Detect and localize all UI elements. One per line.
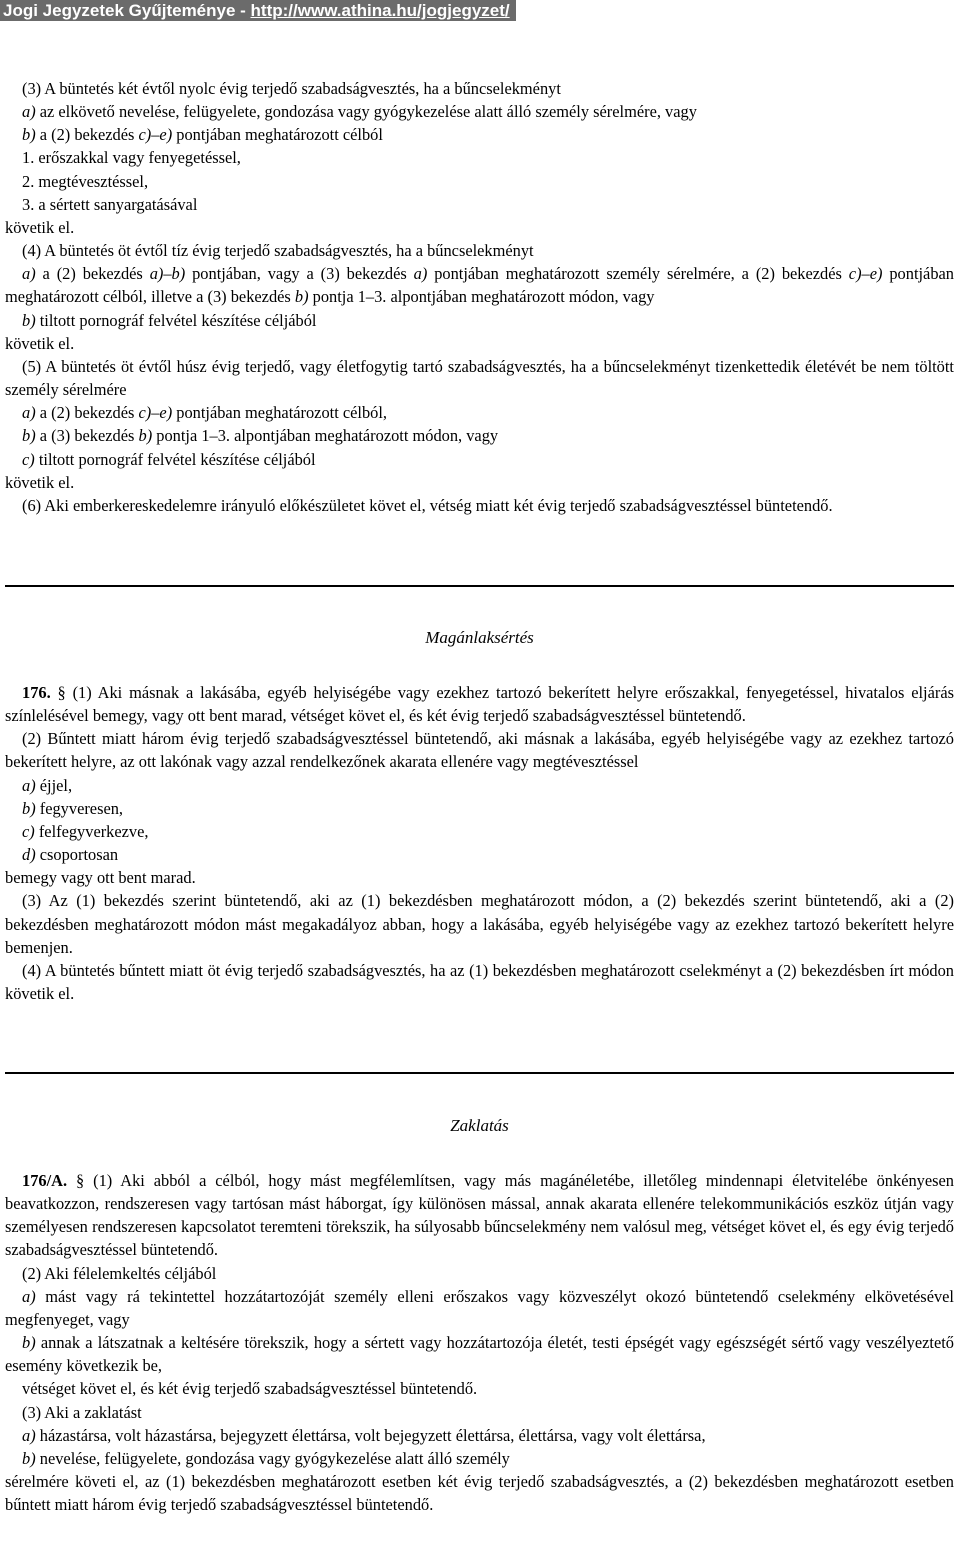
- paragraph-176a-2-close: vétséget követ el, és két évig terjedő szabadságvesztéssel büntetendő.: [22, 1379, 478, 1399]
- paragraph-3-b: [5, 123, 954, 146]
- paragraph-4-intro: (4) A büntetés öt évtől tíz évig terjedő szabadságvesztés, ha a bűncselekményt: [22, 241, 534, 261]
- item-text: fegyveresen,: [35, 798, 124, 818]
- paragraph-176a-3-a: [5, 1424, 954, 1447]
- paragraph-176a-2-intro: (2) Aki félelemkeltés céljából: [22, 1263, 217, 1283]
- paragraph-176a-3-close: sérelmére követi el, az (1) bekezdésben meghatározott esetben két évig terjedő szabadságvesztés, a (2) bekezdésben meghatározott esetben bűntett miatt három évig terjedő szabadságvesztéssel büntetendő.: [5, 1472, 954, 1515]
- item-text: a (2) bekezdés: [35, 264, 150, 284]
- item-mark: a): [22, 403, 36, 423]
- paragraph-4-b: [5, 309, 954, 332]
- paragraph-4-a: [5, 262, 954, 308]
- item-text: mást vagy rá tekintettel hozzátartozóját személy elleni erőszakos vagy közveszélyt okozó büntetendő cselekmény elkövetésével megfenyeget, vagy: [5, 1286, 954, 1329]
- section-maganlaksertes: [5, 681, 954, 1005]
- paragraph-4-close: követik el.: [5, 333, 75, 353]
- item-text: pontjában meghatározott célból,: [172, 403, 387, 423]
- item-mark: a): [22, 264, 36, 284]
- item-mark: a): [22, 775, 36, 795]
- paragraph-176-2-d: [5, 843, 954, 866]
- item-mark: d): [22, 845, 36, 865]
- site-url-link[interactable]: http://www.athina.hu/jogjegyzet/: [250, 1, 510, 20]
- item-mark: a): [22, 102, 36, 122]
- paragraph-6: (6) Aki emberkereskedelemre irányuló előkészületet követ el, vétség miatt két évig terjedő szabadságvesztéssel büntetendő.: [22, 495, 833, 515]
- paragraph-176-3: (3) Az (1) bekezdés szerint büntetendő, aki az (1) bekezdésben meghatározott módon, a (2) bekezdés szerint büntetendő, aki a (2) bekezdésben meghatározott módon mást megakadályoz abban, hogy a lakásába, egyéb helyiségébe vagy az ezekhez tartozó bekerített helyre bemenjen.: [5, 891, 954, 957]
- paragraph-176-1: [5, 681, 954, 727]
- item-text: az elkövető nevelése, felügyelete, gondozása vagy gyógykezelése alatt álló személy sérelmére, vagy: [35, 102, 697, 122]
- item-text: pontjában meghatározott célból: [172, 125, 383, 145]
- paragraph-3-b-1: 1. erőszakkal vagy fenyegetéssel,: [22, 148, 241, 168]
- item-ref: c)–e): [848, 264, 883, 284]
- paragraph-5-intro: (5) A büntetés öt évtől húsz évig terjedő, vagy életfogytig tartó szabadságvesztés, ha a bűncselekményt tizenkettedik életévét be nem töltött személy sérelmére: [5, 356, 954, 400]
- paragraph-5-close: követik el.: [5, 472, 75, 492]
- item-mark: b): [22, 1448, 36, 1468]
- item-ref: a): [413, 264, 428, 284]
- section-number: 176/A.: [22, 1171, 68, 1190]
- item-mark: c): [22, 449, 35, 469]
- item-text: tiltott pornográf felvétel készítése céljából: [35, 310, 317, 330]
- section-divider: [5, 585, 954, 587]
- item-text: pontjában, vagy a (3) bekezdés: [185, 264, 414, 284]
- item-text: csoportosan: [35, 845, 119, 865]
- paragraph-3-b-2: 2. megtévesztéssel,: [22, 171, 149, 191]
- paragraph-3-close: követik el.: [5, 217, 75, 237]
- paragraph-5-a: [5, 401, 954, 424]
- site-title: Jogi Jegyzetek Gyűjteménye -: [3, 1, 251, 20]
- paragraph-176a-1: [5, 1169, 954, 1262]
- paragraph-176-2-c: [5, 820, 954, 843]
- paragraph-176-2-a: [5, 774, 954, 797]
- item-mark: a): [22, 1286, 36, 1306]
- paragraph-176-2-close: bemegy vagy ott bent marad.: [5, 868, 196, 888]
- item-mark: b): [22, 310, 36, 330]
- item-text: pontja 1–3. alpontjában meghatározott módon, vagy: [308, 287, 655, 307]
- section-title-zaklatas: Zaklatás: [450, 1116, 509, 1135]
- section-zaklatas: [5, 1169, 954, 1516]
- item-text: nevelése, felügyelete, gondozása vagy gyógykezelése alatt álló személy: [35, 1448, 510, 1468]
- item-text: tiltott pornográf felvétel készítése céljából: [34, 449, 316, 469]
- section-divider: [5, 1072, 954, 1074]
- item-text: éjjel,: [35, 775, 73, 795]
- paragraph-176a-2-b: [5, 1331, 954, 1377]
- paragraph-176-2: (2) Bűntett miatt három évig terjedő szabadságvesztéssel büntetendő, aki másnak a lakásába, egyéb helyiségébe vagy az ezekhez tartozó bekerített helyre, az ott lakónak vagy azzal rendelkezőnek akarata ellenére vagy megtévesztéssel: [5, 729, 954, 772]
- item-text: a (3) bekezdés: [35, 426, 139, 446]
- item-text: felfegyverkezve,: [34, 821, 149, 841]
- section-continuation: [5, 77, 954, 517]
- item-mark: a): [22, 1425, 36, 1445]
- paragraph-176a-3-b: [5, 1447, 954, 1470]
- paragraph-176-4: (4) A büntetés bűntett miatt öt évig terjedő szabadságvesztés, ha az (1) bekezdésben meghatározott cselekményt a (2) bekezdésben írt módon követik el.: [5, 960, 954, 1004]
- item-mark: b): [22, 1333, 36, 1353]
- item-ref: c)–e): [138, 403, 173, 423]
- paragraph-176a-2-a: [5, 1285, 954, 1331]
- item-mark: c): [22, 821, 35, 841]
- item-mark: b): [22, 125, 36, 145]
- item-ref: a)–b): [149, 264, 186, 284]
- item-ref: b): [138, 426, 153, 446]
- section-title-maganlaksertes: Magánlaksértés: [425, 628, 534, 647]
- item-mark: b): [22, 426, 36, 446]
- item-text: pontja 1–3. alpontjában meghatározott módon, vagy: [152, 426, 499, 446]
- item-text: a (2) bekezdés: [35, 125, 139, 145]
- item-mark: b): [22, 798, 36, 818]
- paragraph-text: § (1) Aki másnak a lakásába, egyéb helyiségébe vagy ezekhez tartozó bekerített helyre erőszakkal, fenyegetéssel, hivatalos eljárás színlelésével bemegy, vagy ott bent marad, vétséget követ el, és két évig terjedő szabadságvesztéssel büntetendő.: [5, 683, 954, 726]
- site-header-banner: [0, 0, 516, 21]
- item-text: pontjában meghatározott személy sérelmére, a (2) bekezdés: [427, 264, 849, 284]
- paragraph-3-intro: (3) A büntetés két évtől nyolc évig terjedő szabadságvesztés, ha a bűncselekményt: [22, 79, 561, 98]
- item-text: a (2) bekezdés: [35, 403, 139, 423]
- paragraph-3-b-3: 3. a sértett sanyargatásával: [22, 194, 198, 214]
- paragraph-text: § (1) Aki abból a célból, hogy mást megfélemlítsen, vagy más magánéletébe, illetőleg mindennapi életvitelébe önkényesen beavatkozzon, rendszeresen vagy tartósan mást háborgat, így különösen mással, annak akarata ellenére telekommunikációs eszköz útján vagy személyesen rendszeresen kapcsolatot teremteni törekszik, ha súlyosabb bűncselekmény nem valósul meg, vétséget követ el, és egy évig terjedő szabadságvesztéssel büntetendő.: [5, 1171, 954, 1260]
- paragraph-176a-3-intro: (3) Aki a zaklatást: [22, 1402, 142, 1422]
- item-text: annak a látszatnak a keltésére törekszik, hogy a sértett vagy hozzátartozója életét, testi épségét vagy egészségét sértő vagy veszélyeztető esemény következik be,: [5, 1333, 954, 1376]
- paragraph-5-b: [5, 424, 954, 447]
- item-ref: c)–e): [138, 125, 173, 145]
- paragraph-3-a: [5, 100, 954, 123]
- paragraph-176-2-b: [5, 797, 954, 820]
- paragraph-5-c: [5, 448, 954, 471]
- item-ref: b): [294, 287, 309, 307]
- section-number: 176.: [22, 683, 51, 702]
- item-text: pontjában meghatározott célból, illetve a (3) bekezdés: [5, 264, 954, 307]
- item-text: házastársa, volt házastársa, bejegyzett élettársa, volt bejegyzett élettársa, élettársa, vagy volt élettársa,: [35, 1425, 706, 1445]
